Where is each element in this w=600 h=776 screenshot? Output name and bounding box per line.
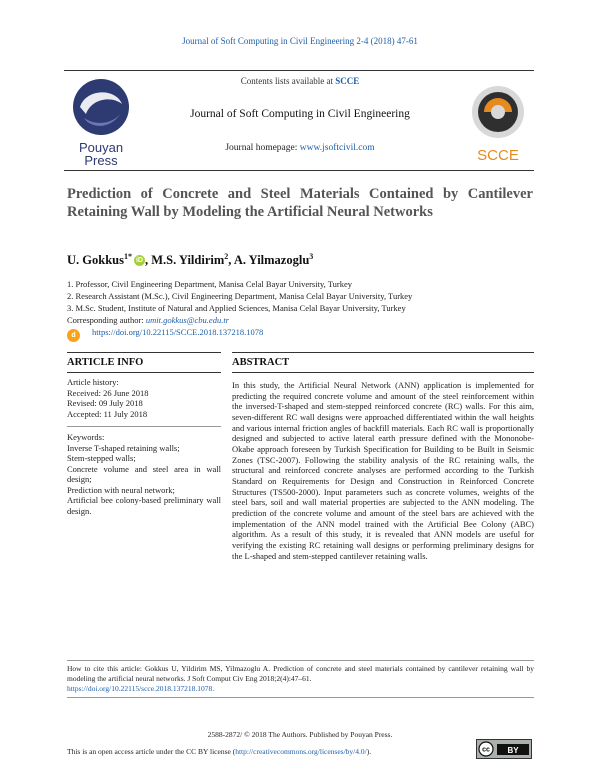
keyword-item: Inverse T-shaped retaining walls; bbox=[67, 442, 180, 453]
keywords: Keywords: Inverse T-shaped retaining walls; Stem-stepped walls; Concrete volume and steel area in wall design; Prediction with neural network; Artificial bee colony-based preliminary wall design. bbox=[67, 432, 221, 516]
pouyan-logo-text: Pouyan bbox=[78, 140, 124, 155]
accepted-date: Accepted: 11 July 2018 bbox=[67, 408, 148, 419]
author-list: U. Gokkus$^{1*}$ iD , M.S. Yildirim$^2$, A. Yilmazoglu$^3$ bbox=[67, 252, 314, 268]
scce-logo bbox=[466, 78, 530, 166]
divider bbox=[67, 352, 221, 353]
affiliations bbox=[67, 278, 412, 326]
abstract-heading: ABSTRACT bbox=[232, 357, 290, 368]
license-link[interactable]: http://creativecommons.org/licenses/by/4.0/ bbox=[235, 747, 367, 756]
divider bbox=[67, 372, 221, 373]
issn-copyright: 2588-2872/ © 2018 The Authors. Published by Pouyan Press. bbox=[207, 730, 393, 739]
keyword-item: Artificial bee colony-based preliminary wall design. bbox=[67, 495, 221, 516]
by-label: BY bbox=[507, 746, 519, 755]
pouyan-press-logo bbox=[66, 74, 136, 168]
keyword-item: Concrete volume and steel area in wall design; bbox=[67, 463, 221, 484]
affiliation-item: 3. M.Sc. Student, Institute of Natural and Applied Sciences, Manisa Celal Bayar University, Turkey bbox=[67, 303, 406, 313]
doi-link[interactable]: https://doi.org/10.22115/SCCE.2018.137218.1078 bbox=[92, 327, 264, 337]
license-line: This is an open access article under the CC BY license (http://creativecommons.org/licenses/by/4.0/). bbox=[67, 747, 372, 756]
received-date: Received: 26 June 2018 bbox=[67, 387, 149, 398]
doi-line bbox=[67, 327, 263, 342]
author-2: , M.S. Yildirim bbox=[144, 253, 225, 268]
affiliation-item: 2. Research Assistant (M.Sc.), Civil Engineering Department, Manisa Celal Bayar University, Turkey bbox=[67, 291, 413, 301]
scce-link[interactable]: SCCE bbox=[335, 76, 360, 86]
affiliation-item: 1. Professor, Civil Engineering Department, Manisa Celal Bayar University, Turkey bbox=[67, 279, 352, 289]
journal-homepage: Journal homepage: www.jsoftcivil.com bbox=[225, 143, 375, 153]
abstract-text: In this study, the Artificial Neural Network (ANN) application is implemented for predicting the required concrete volume and amount of the steel reinforcement within the inversed-T-shaped and stem-stepped reinforced concrete (RC) walls. For this aim, seven-different RC wall designs were approached differentiated within the wall heights and various internal friction angles of backfill materials. Each RC wall is proportionally designed and subjected to active lateral earth pressure defined with the Mononobe-Okabe approach foreseen by Turkish Specification for Building to be Built in Seismic Zones (TSC-2007). Following the stability analysis of the RC retaining walls, the structural and reinforced concrete analyses are performed according to the Turkish Standard on Requirements for Design and Construction in Reinforced Concrete Structures (TS500-2000). Input parameters such as concrete volumes, weights of the steel bars, soil and wall material properties are subjected to the ANN modeling. The prediction of the concrete volume and amount of the steel bars are achieved with the implementation of the ANN model trained with the Artificial Bee Colony (ABC) algorithm. As a result of this study, it is revealed that ANN models are useful for verifying the existing RC retaining wall designs or performing preliminary designs for the L-shaped and stem-stepped cantilever retaining walls. bbox=[232, 380, 534, 561]
svg-text:cc: cc bbox=[482, 746, 490, 754]
journal-citation-line: Journal of Soft Computing in Civil Engineering 2-4 (2018) 47-61 bbox=[182, 36, 418, 46]
cc-by-badge[interactable] bbox=[476, 739, 532, 759]
article-title: Prediction of Concrete and Steel Materials Contained by Cantilever Retaining Wall by Modeling the Artificial Neural Networks bbox=[67, 186, 533, 220]
keyword-item: Stem-stepped walls; bbox=[67, 453, 136, 463]
author-1: U. Gokkus bbox=[67, 253, 124, 268]
doi-icon: d bbox=[67, 329, 80, 342]
press-logo-text: Press bbox=[84, 153, 118, 168]
divider bbox=[232, 372, 534, 373]
corresponding-author: Corresponding author: umit.gokkus@cbu.edu.tr bbox=[67, 315, 229, 325]
scce-logo-text: SCCE bbox=[477, 147, 519, 164]
cite-doi-link[interactable]: https://doi.org/10.22115/scce.2018.137218.1078. bbox=[67, 684, 215, 693]
article-info-heading: ARTICLE INFO bbox=[67, 357, 144, 368]
how-to-cite: How to cite this article: Gokkus U, Yildirim MS, Yilmazoglu A. Prediction of concrete and steel materials contained by cantilever retaining wall by modeling the artificial neural networks. J Soft Comput Civ Eng 2018;2(4):47–61. https://doi.org/10.22115/scce.2018.137218.1078. bbox=[67, 664, 534, 693]
contents-available-line: Contents lists available at SCCE bbox=[240, 76, 360, 86]
homepage-link[interactable]: www.jsoftcivil.com bbox=[299, 143, 375, 153]
divider bbox=[232, 352, 534, 353]
divider bbox=[67, 426, 221, 427]
journal-name: Journal of Soft Computing in Civil Engineering bbox=[190, 108, 410, 120]
corresponding-email-link[interactable]: umit.gokkus@cbu.edu.tr bbox=[145, 315, 229, 325]
divider bbox=[67, 697, 534, 698]
orcid-icon[interactable]: iD bbox=[135, 257, 143, 265]
article-history: Article history: Received: 26 June 2018 Revised: 09 July 2018 Accepted: 11 July 2018 bbox=[67, 377, 149, 419]
revised-date: Revised: 09 July 2018 bbox=[67, 398, 143, 408]
author-3: , A. Yilmazoglu bbox=[228, 253, 310, 268]
keyword-item: Prediction with neural network; bbox=[67, 484, 175, 495]
divider bbox=[67, 660, 534, 661]
